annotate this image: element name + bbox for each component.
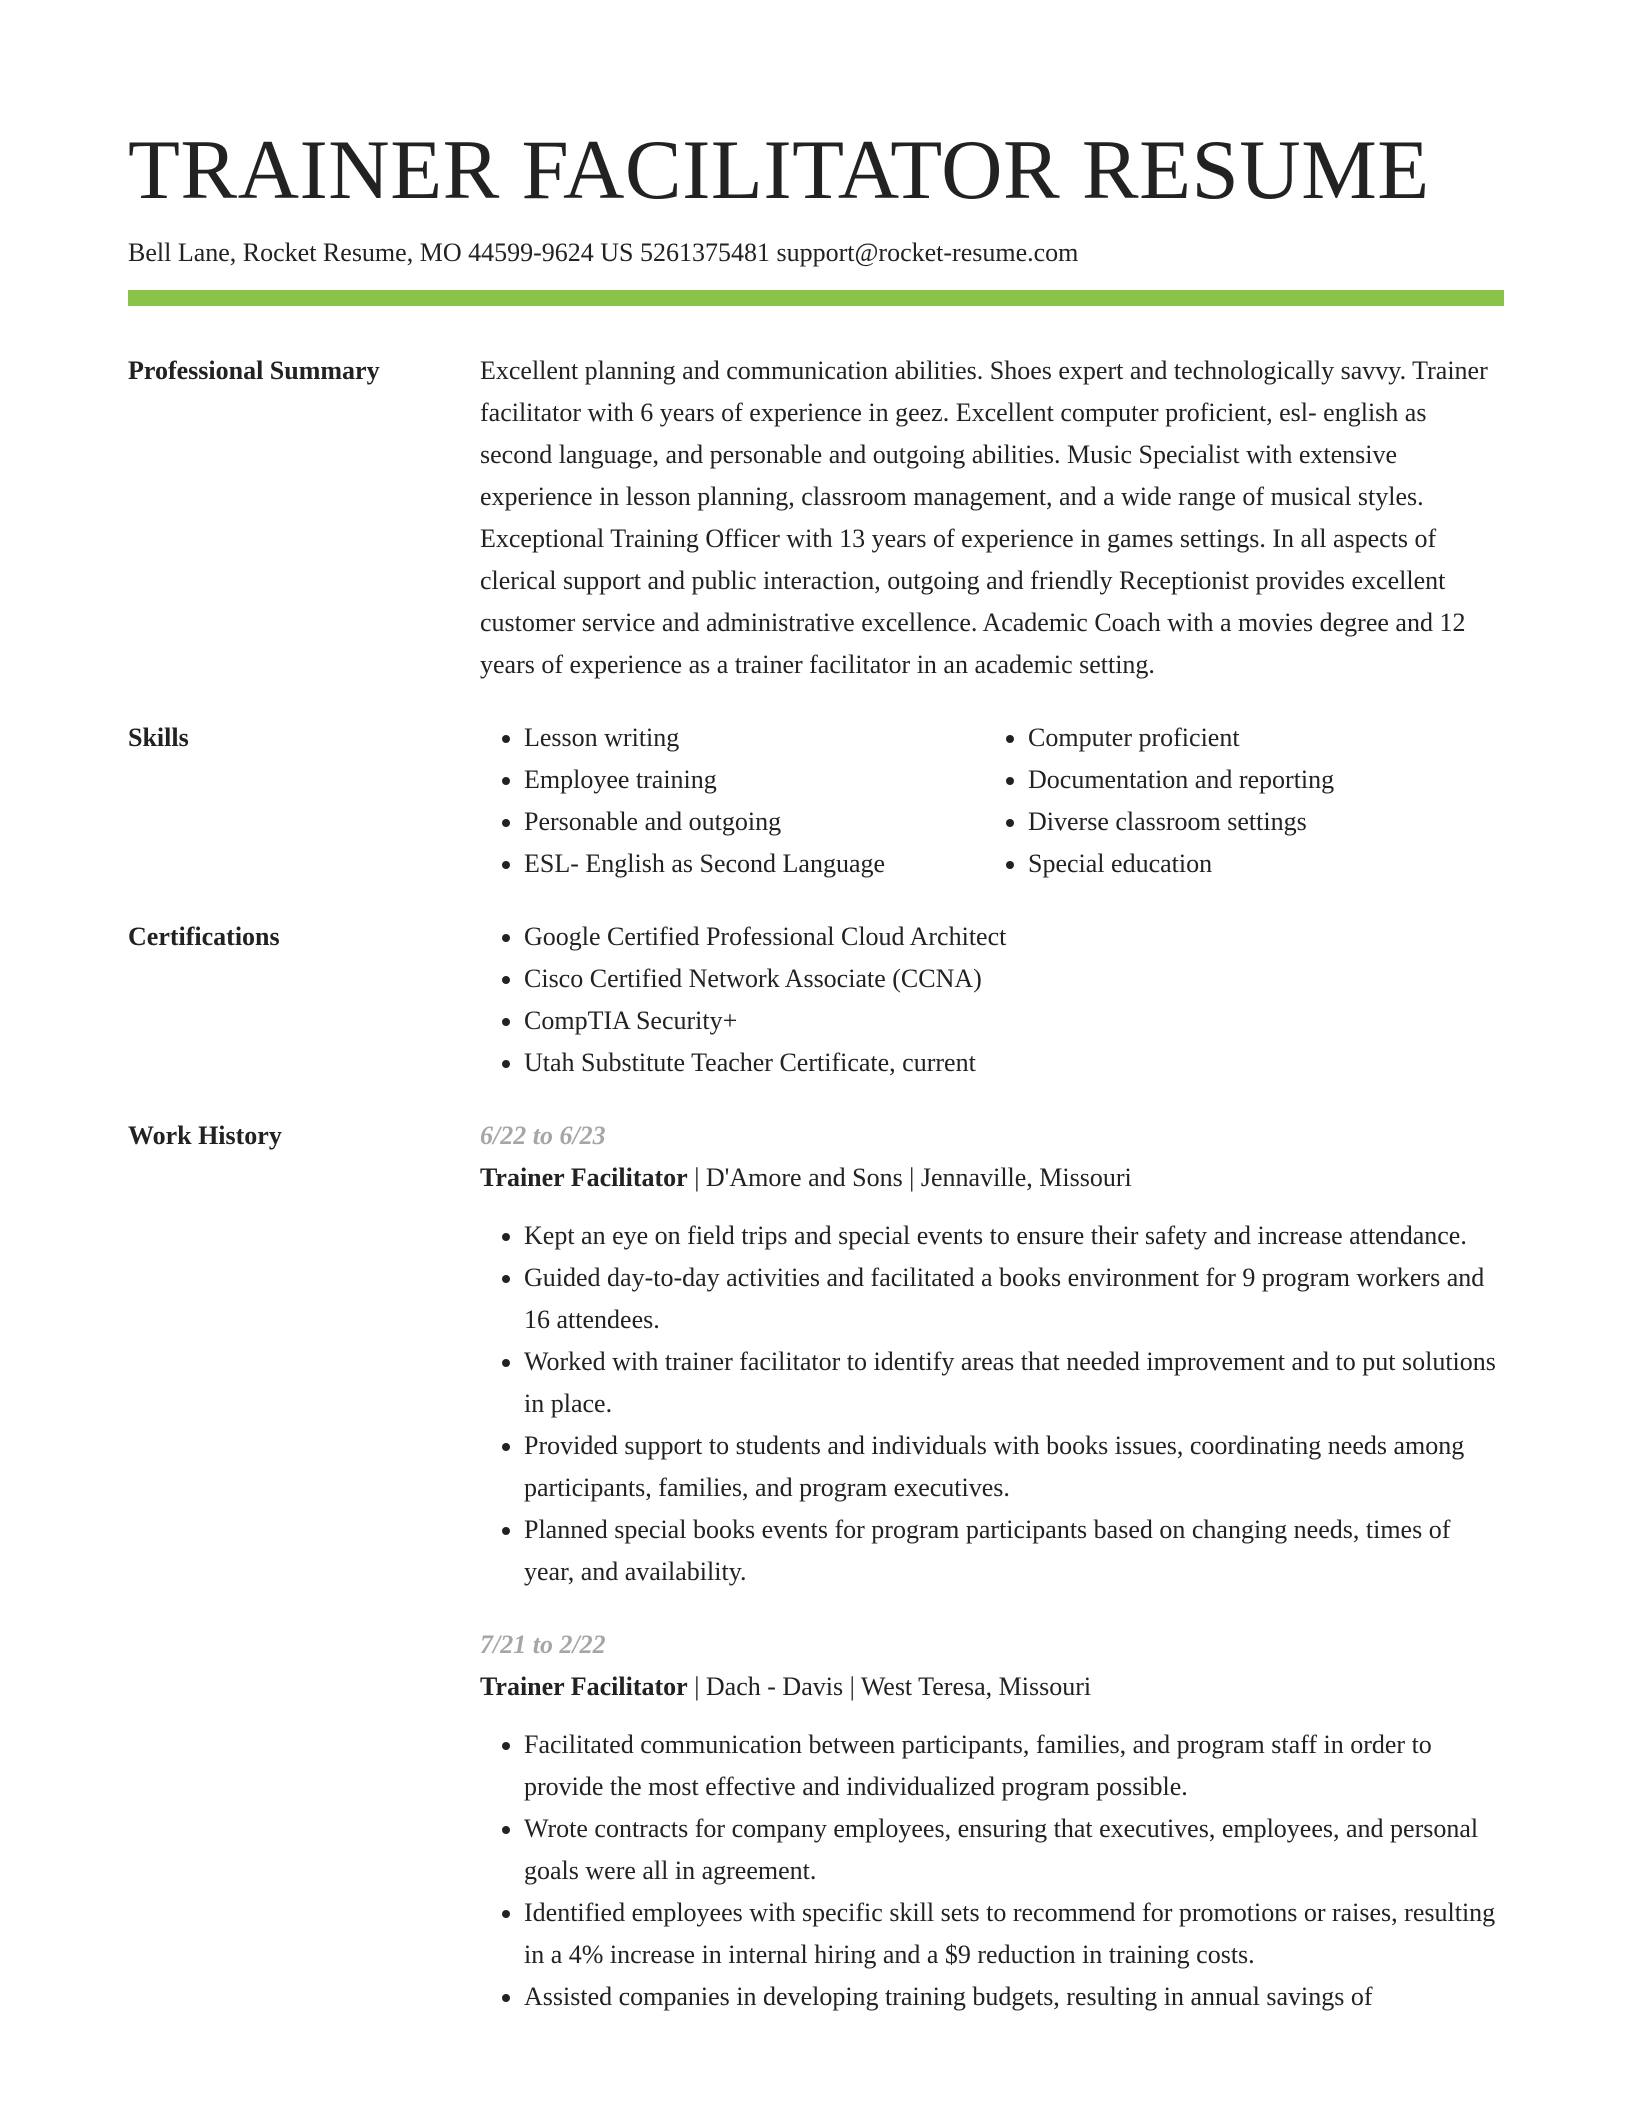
job-heading — [480, 1666, 1504, 1708]
section-label-skills: Skills — [128, 723, 189, 752]
job-entry — [480, 1624, 1504, 2018]
skill-item: • Special education — [1028, 843, 1488, 885]
job-bullet: • Kept an eye on field trips and special events to ensure their safety and increase attendance. — [524, 1215, 1504, 1257]
certification-item: • Google Certified Professional Cloud Architect — [524, 916, 1504, 958]
job-bullet: • Assisted companies in developing training budgets, resulting in annual savings of — [524, 1976, 1504, 2018]
job-bullet: • Identified employees with specific skill sets to recommend for promotions or raises, resulting in a 4% increase in internal hiring and a $9 reduction in training costs. — [524, 1892, 1504, 1976]
section-label-summary: Professional Summary — [128, 356, 380, 385]
job-bullets — [480, 1724, 1504, 2018]
skill-item: • Documentation and reporting — [1028, 759, 1488, 801]
skill-item: • ESL- English as Second Language — [524, 843, 984, 885]
skill-item: • Personable and outgoing — [524, 801, 984, 843]
skills-list-right — [984, 717, 1488, 885]
skills-list-left — [480, 717, 984, 885]
skill-item: • Computer proficient — [1028, 717, 1488, 759]
job-heading — [480, 1157, 1504, 1199]
job-dates: 7/21 to 2/22 — [480, 1630, 606, 1659]
job-details: | Dach - Davis | West Teresa, Missouri — [687, 1672, 1092, 1701]
job-title: Trainer Facilitator — [480, 1163, 688, 1192]
job-details: | D'Amore and Sons | Jennaville, Missouri — [687, 1163, 1132, 1192]
work-history-body — [480, 1115, 1504, 2018]
job-bullet: • Provided support to students and individuals with books issues, coordinating needs among participants, families, and program executives. — [524, 1425, 1504, 1509]
job-bullets — [480, 1215, 1504, 1593]
job-bullet: • Wrote contracts for company employees, ensuring that executives, employees, and personal goals were all in agreement. — [524, 1808, 1504, 1892]
contact-line: Bell Lane, Rocket Resume, MO 44599-9624 US 5261375481 support@rocket-resume.com — [128, 238, 1079, 267]
job-entry — [480, 1115, 1504, 1593]
skill-item: • Diverse classroom settings — [1028, 801, 1488, 843]
job-bullet: • Guided day-to-day activities and facilitated a books environment for 9 program workers and 16 attendees. — [524, 1257, 1504, 1341]
skills-column-left — [480, 717, 984, 885]
section-certifications — [128, 916, 1504, 1084]
certifications-body — [480, 916, 1504, 1084]
section-skills — [128, 717, 1504, 885]
skill-item: • Employee training — [524, 759, 984, 801]
resume-page — [128, 0, 1504, 2018]
page-title: TRAINER FACILITATOR RESUME — [128, 123, 1430, 217]
job-bullet: • Facilitated communication between participants, families, and program staff in order to provide the most effective and individualized program possible. — [524, 1724, 1504, 1808]
summary-body — [480, 350, 1504, 686]
certifications-list — [480, 916, 1504, 1084]
job-title: Trainer Facilitator — [480, 1672, 688, 1701]
skill-item: • Lesson writing — [524, 717, 984, 759]
certification-item: • Cisco Certified Network Associate (CCNA) — [524, 958, 1504, 1000]
section-label-certifications: Certifications — [128, 922, 280, 951]
section-label-work-history: Work History — [128, 1121, 282, 1150]
header-divider — [128, 290, 1504, 306]
section-summary — [128, 350, 1504, 686]
job-bullet: • Planned special books events for program participants based on changing needs, times of year, and availability. — [524, 1509, 1504, 1593]
skills-body — [480, 717, 1504, 885]
summary-text: Excellent planning and communication abilities. Shoes expert and technologically savvy. Trainer facilitator with 6 years of experience in geez. Excellent computer proficient, esl- english as second language, and personable and outgoing abilities. Music Specialist with extensive experience in lesson planning, classroom management, and a wide range of musical styles. Exceptional Training Officer with 13 years of experience in games settings. In all aspects of clerical support and public interaction, outgoing and friendly Receptionist provides excellent customer service and administrative excellence. Academic Coach with a movies degree and 12 years of experience as a trainer facilitator in an academic setting. — [480, 356, 1488, 679]
section-work-history — [128, 1115, 1504, 2018]
certification-item: • CompTIA Security+ — [524, 1000, 1504, 1042]
skills-column-right — [984, 717, 1488, 885]
job-dates: 6/22 to 6/23 — [480, 1121, 606, 1150]
job-bullet: • Worked with trainer facilitator to identify areas that needed improvement and to put solutions in place. — [524, 1341, 1504, 1425]
certification-item: • Utah Substitute Teacher Certificate, current — [524, 1042, 1504, 1084]
